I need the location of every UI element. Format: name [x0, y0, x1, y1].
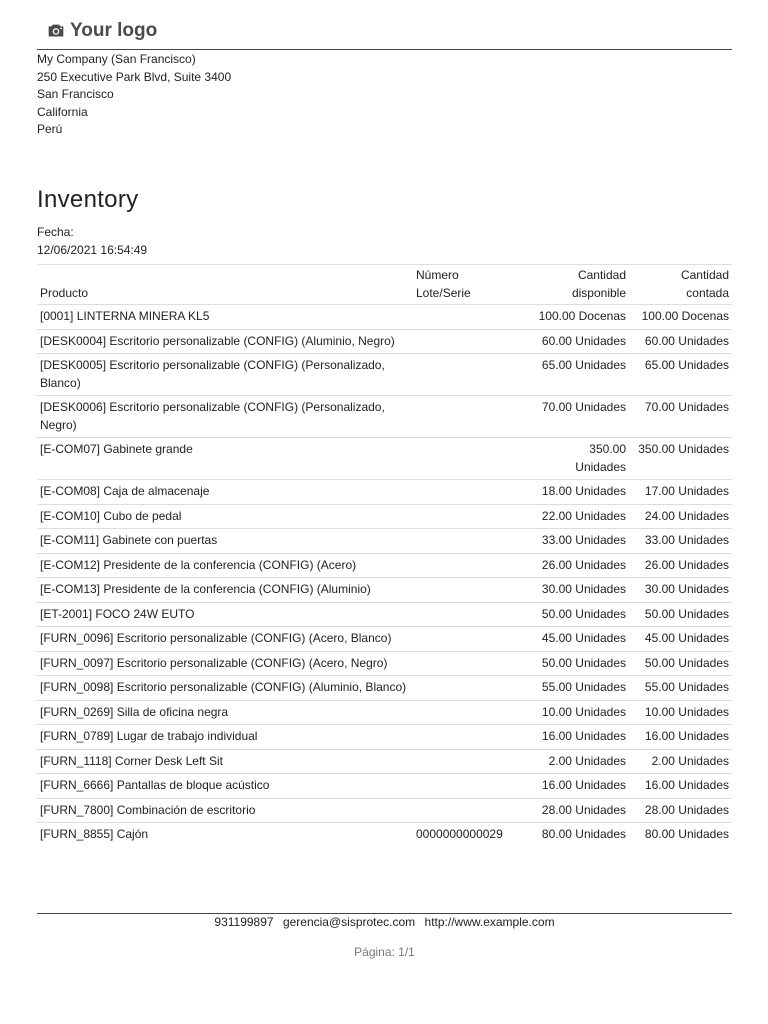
- footer-divider: [37, 913, 732, 914]
- header-lot: Número Lote/Serie: [413, 265, 533, 305]
- header-product: Producto: [37, 265, 413, 305]
- cell-counted: 50.00 Unidades: [629, 602, 732, 627]
- cell-available: 350.00 Unidades: [533, 438, 629, 480]
- cell-available: 80.00 Unidades: [533, 823, 629, 847]
- cell-lot: [413, 354, 533, 396]
- table-row: [37, 700, 732, 725]
- table-row: [37, 651, 732, 676]
- cell-lot: [413, 774, 533, 799]
- cell-counted: 350.00 Unidades: [629, 438, 732, 480]
- report-date: [37, 224, 147, 259]
- cell-available: 50.00 Unidades: [533, 651, 629, 676]
- cell-counted: 33.00 Unidades: [629, 529, 732, 554]
- cell-available: 70.00 Unidades: [533, 396, 629, 438]
- table-row: [37, 602, 732, 627]
- table-row: [37, 627, 732, 652]
- cell-available: 10.00 Unidades: [533, 700, 629, 725]
- cell-available: 100.00 Docenas: [533, 305, 629, 330]
- company-state: California: [37, 104, 88, 119]
- cell-product: [E-COM11] Gabinete con puertas: [37, 529, 413, 554]
- cell-available: 33.00 Unidades: [533, 529, 629, 554]
- table-row: [37, 676, 732, 701]
- footer-website: http://www.example.com: [424, 915, 555, 929]
- cell-available: 55.00 Unidades: [533, 676, 629, 701]
- cell-counted: 30.00 Unidades: [629, 578, 732, 603]
- cell-product: [E-COM07] Gabinete grande: [37, 438, 413, 480]
- cell-lot: 0000000000029: [413, 823, 533, 847]
- cell-lot: [413, 396, 533, 438]
- company-country: Perú: [37, 122, 63, 136]
- cell-counted: 55.00 Unidades: [629, 676, 732, 701]
- cell-product: [E-COM08] Caja de almacenaje: [37, 480, 413, 505]
- cell-product: [FURN_6666] Pantallas de bloque acústico: [37, 774, 413, 799]
- footer-phone: 931199897: [214, 915, 274, 929]
- cell-available: 16.00 Unidades: [533, 774, 629, 799]
- table-row: [37, 529, 732, 554]
- cell-product: [FURN_0098] Escritorio personalizable (CONFIG) (Aluminio, Blanco): [37, 676, 413, 701]
- cell-available: 18.00 Unidades: [533, 480, 629, 505]
- table-row: [37, 774, 732, 799]
- cell-available: 2.00 Unidades: [533, 749, 629, 774]
- cell-product: [0001] LINTERNA MINERA KL5: [37, 305, 413, 330]
- cell-product: [E-COM10] Cubo de pedal: [37, 504, 413, 529]
- cell-available: 50.00 Unidades: [533, 602, 629, 627]
- cell-product: [DESK0004] Escritorio personalizable (CONFIG) (Aluminio, Negro): [37, 329, 413, 354]
- cell-counted: 16.00 Unidades: [629, 774, 732, 799]
- footer-email: gerencia@sisprotec.com: [282, 915, 416, 929]
- cell-lot: [413, 553, 533, 578]
- table-row: [37, 578, 732, 603]
- table-row: [37, 438, 732, 480]
- cell-lot: [413, 480, 533, 505]
- table-row: [37, 305, 732, 330]
- cell-counted: 70.00 Unidades: [629, 396, 732, 438]
- cell-lot: [413, 627, 533, 652]
- cell-lot: [413, 651, 533, 676]
- table-row: [37, 798, 732, 823]
- cell-lot: [413, 329, 533, 354]
- header-available: Cantidad disponible: [533, 265, 629, 305]
- cell-counted: 16.00 Unidades: [629, 725, 732, 750]
- date-value: 12/06/2021 16:54:49: [37, 242, 148, 257]
- cell-product: [FURN_8855] Cajón: [37, 823, 413, 847]
- table-row: [37, 725, 732, 750]
- table-row: [37, 329, 732, 354]
- cell-lot: [413, 749, 533, 774]
- cell-available: 16.00 Unidades: [533, 725, 629, 750]
- cell-product: [FURN_1118] Corner Desk Left Sit: [37, 749, 413, 774]
- table-row: [37, 354, 732, 396]
- cell-counted: 45.00 Unidades: [629, 627, 732, 652]
- cell-counted: 10.00 Unidades: [629, 700, 732, 725]
- date-label: Fecha:: [37, 225, 74, 239]
- cell-counted: 17.00 Unidades: [629, 480, 732, 505]
- company-street: 250 Executive Park Blvd, Suite 3400: [37, 69, 232, 84]
- cell-counted: 50.00 Unidades: [629, 651, 732, 676]
- cell-product: [DESK0005] Escritorio personalizable (CONFIG) (Personalizado, Blanco): [37, 354, 413, 396]
- cell-available: 30.00 Unidades: [533, 578, 629, 603]
- inventory-table: [37, 264, 732, 847]
- cell-product: [FURN_0097] Escritorio personalizable (CONFIG) (Acero, Negro): [37, 651, 413, 676]
- table-header-row: [37, 265, 732, 305]
- cell-available: 65.00 Unidades: [533, 354, 629, 396]
- table-row: [37, 823, 732, 847]
- cell-product: [FURN_0789] Lugar de trabajo individual: [37, 725, 413, 750]
- cell-available: 26.00 Unidades: [533, 553, 629, 578]
- cell-available: 60.00 Unidades: [533, 329, 629, 354]
- cell-lot: [413, 578, 533, 603]
- cell-lot: [413, 602, 533, 627]
- report-header: [37, 18, 732, 50]
- cell-product: [ET-2001] FOCO 24W EUTO: [37, 602, 413, 627]
- cell-counted: 80.00 Unidades: [629, 823, 732, 847]
- cell-counted: 2.00 Unidades: [629, 749, 732, 774]
- cell-product: [FURN_7800] Combinación de escritorio: [37, 798, 413, 823]
- table-row: [37, 480, 732, 505]
- cell-counted: 65.00 Unidades: [629, 354, 732, 396]
- table-row: [37, 504, 732, 529]
- cell-product: [DESK0006] Escritorio personalizable (CONFIG) (Personalizado, Negro): [37, 396, 413, 438]
- company-city: San Francisco: [37, 87, 114, 101]
- table-row: [37, 396, 732, 438]
- report-footer: [37, 915, 732, 929]
- cell-counted: 60.00 Unidades: [629, 329, 732, 354]
- cell-counted: 24.00 Unidades: [629, 504, 732, 529]
- cell-available: 45.00 Unidades: [533, 627, 629, 652]
- cell-available: 28.00 Unidades: [533, 798, 629, 823]
- cell-lot: [413, 676, 533, 701]
- cell-available: 22.00 Unidades: [533, 504, 629, 529]
- cell-lot: [413, 725, 533, 750]
- page-number: Página: 1/1: [354, 945, 415, 959]
- cell-counted: 100.00 Docenas: [629, 305, 732, 330]
- company-address: [37, 51, 231, 139]
- cell-lot: [413, 305, 533, 330]
- cell-lot: [413, 504, 533, 529]
- cell-product: [FURN_0269] Silla de oficina negra: [37, 700, 413, 725]
- cell-counted: 28.00 Unidades: [629, 798, 732, 823]
- cell-product: [E-COM13] Presidente de la conferencia (CONFIG) (Aluminio): [37, 578, 413, 603]
- cell-lot: [413, 798, 533, 823]
- camera-icon: [45, 20, 67, 42]
- company-name: My Company (San Francisco): [37, 52, 196, 66]
- cell-lot: [413, 700, 533, 725]
- cell-lot: [413, 438, 533, 480]
- cell-lot: [413, 529, 533, 554]
- header-counted: Cantidad contada: [629, 265, 732, 305]
- table-row: [37, 749, 732, 774]
- logo-text: Your logo: [70, 20, 158, 41]
- table-row: [37, 553, 732, 578]
- report-title: Inventory: [37, 186, 139, 213]
- cell-counted: 26.00 Unidades: [629, 553, 732, 578]
- company-logo: [45, 20, 157, 42]
- cell-product: [FURN_0096] Escritorio personalizable (CONFIG) (Acero, Blanco): [37, 627, 413, 652]
- cell-product: [E-COM12] Presidente de la conferencia (CONFIG) (Acero): [37, 553, 413, 578]
